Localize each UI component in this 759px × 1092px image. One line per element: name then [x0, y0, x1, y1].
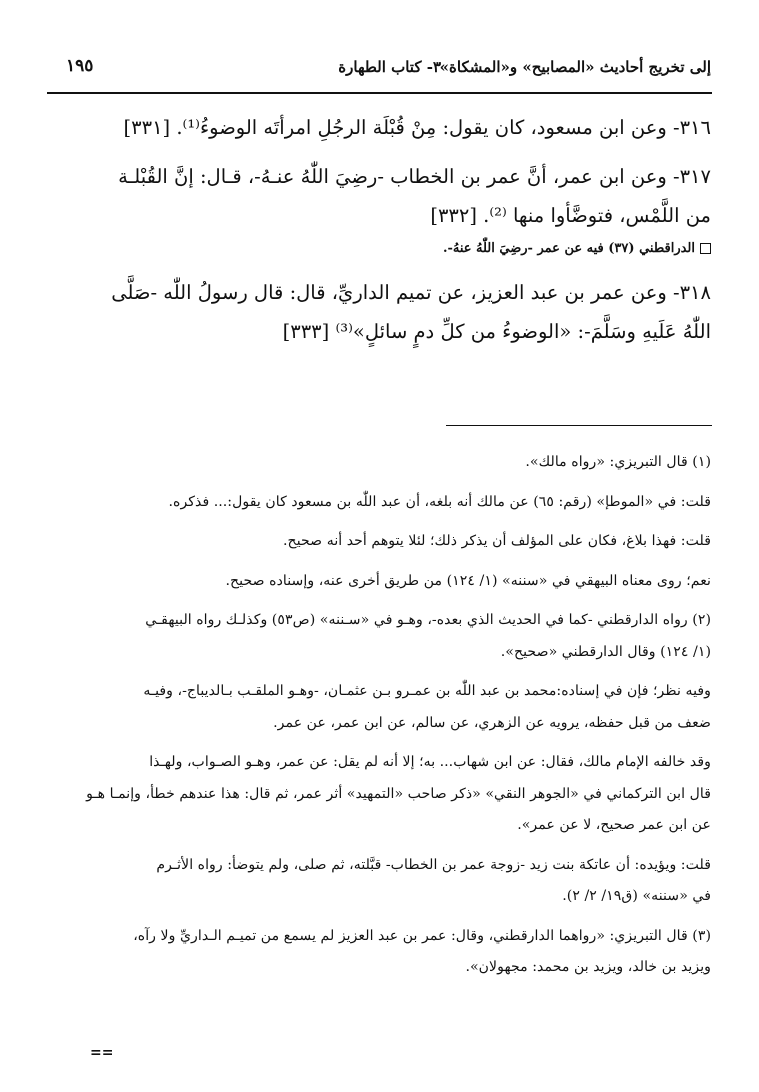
hadith-line: ٣١٧- وعن ابن عمر، أنَّ عمر بن الخطاب -رضِيَ اللّٰهُ عنـهُ-، قـال: إنَّ القُبْلـة [118, 165, 711, 188]
footnote-paragraph [50, 921, 711, 984]
page-number: ١٩٥ [66, 56, 94, 76]
footnote-line: عن ابن عمر صحيح، لا عن عمر». [517, 817, 711, 833]
footnote-line: (١) قال التبريزي: «رواه مالك». [525, 454, 711, 470]
footnote-paragraph [50, 747, 711, 842]
footnote-line: ضعف من قبل حفظه، يرويه عن الزهري، عن سالم، عن ابن عمر، عن عمر. [273, 714, 711, 731]
footnote-paragraph [50, 605, 711, 668]
hadith-line: من اللَّمْس، فتوضَّأوا منها ⁽²⁾. [٣٣٢] [430, 204, 711, 227]
source-note [54, 237, 711, 261]
hadith-318 [54, 273, 711, 351]
footnote-line: (٢) رواه الدارقطني -كما في الحديث الذي بعده-، وهـو في «سـننه» (ص٥٣) وكذلـك رواه البيهقـي [145, 612, 711, 628]
footnote-paragraph [50, 850, 711, 913]
footnote-paragraph [50, 526, 711, 558]
chapter-title: ٣- كتاب الطهارة [338, 58, 441, 76]
footnote-line: قال ابن التركماني في «الجوهر النقي» «ذكر صاحب «التمهيد» أثر عمر، ثم قال: هذا عندهم خطأ، وإنمـا هـو [86, 785, 711, 802]
footnotes-section [50, 447, 711, 992]
hadith-316 [54, 108, 711, 147]
source-note-text: الدراقطني (٣٧) فيه عن عمر -رضِيَ اللّٰهُ عنهُ-. [442, 241, 695, 256]
footnote-paragraph [50, 566, 711, 598]
end-mark: == [90, 1045, 114, 1061]
footnote-separator [446, 425, 712, 426]
footnote-line: قلت: فهذا بلاغ، فكان على المؤلف أن يذكر ذلك؛ لئلا يتوهم أحد أنه صحيح. [283, 533, 711, 549]
footnote-line: نعم؛ روى معناه البيهقي في «سننه» (١/ ١٢٤) من طريق أخرى عنه، وإسناده صحيح. [225, 572, 711, 589]
hadith-section [54, 108, 711, 361]
footnote-line: في «سننه» (ق١٩/ ٢/ ٢). [562, 888, 711, 904]
hadith-line: ٣١٦- وعن ابن مسعود، كان يقول: مِنْ قُبْلَة الرجُلِ امرأتَه الوضوءُ⁽¹⁾. [٣٣١] [123, 116, 711, 139]
footnote-line: وفيه نظر؛ فإن في إسناده:محمد بن عبد اللّٰه بن عمـرو بـن عثمـان، -وهـو الملقـب بـالديباج-، وفيـه [143, 683, 711, 699]
square-bullet-icon [700, 243, 711, 254]
footnote-line: (٣) قال التبريزي: «رواهما الدارقطني، وقال: عمر بن عبد العزيز لم يسمع من تميـم الـداريِّ ولا رآه، [133, 927, 711, 944]
footnote-line: ويزيد بن خالد، ويزيد بن محمد: مجهولان». [465, 959, 711, 975]
hadith-line: اللّٰهُ عَلَيهِ وسَلَّمَ-: «الوضوءُ من كلِّ دمٍ سائلٍ»⁽³⁾ [٣٣٣] [282, 320, 711, 343]
header-rule [47, 92, 712, 94]
footnote-line: (١/ ١٢٤) وقال الدارقطني «صحيح». [500, 643, 711, 660]
footnote-paragraph [50, 676, 711, 739]
running-title: إلى تخريج أحاديث «المصابيح» و«المشكاة» [439, 58, 711, 76]
footnote-paragraph [50, 447, 711, 479]
hadith-317 [54, 157, 711, 261]
footnote-paragraph [50, 487, 711, 519]
hadith-line: ٣١٨- وعن عمر بن عبد العزيز، عن تميم الداريِّ، قال: قال رسولُ اللّٰه -صَلَّى [111, 281, 711, 304]
footnote-line: قلت: ويؤيده: أن عاتكة بنت زيد -زوجة عمر بن الخطاب- قبَّلته، ثم صلى، ولم يتوضأ: رواه الأثـرم [156, 856, 711, 873]
footnote-line: وقد خالفه الإمام مالك، فقال: عن ابن شهاب... به؛ إلا أنه لم يقل: عن عمر، وهـو الصـواب، ولهـذا [149, 754, 711, 770]
footnote-line: قلت: في «الموطإ» (رقم: ٦٥) عن مالك أنه بلغه، أن عبد اللّٰه بن مسعود كان يقول:... فذكره. [168, 493, 711, 510]
page-header [48, 52, 711, 86]
